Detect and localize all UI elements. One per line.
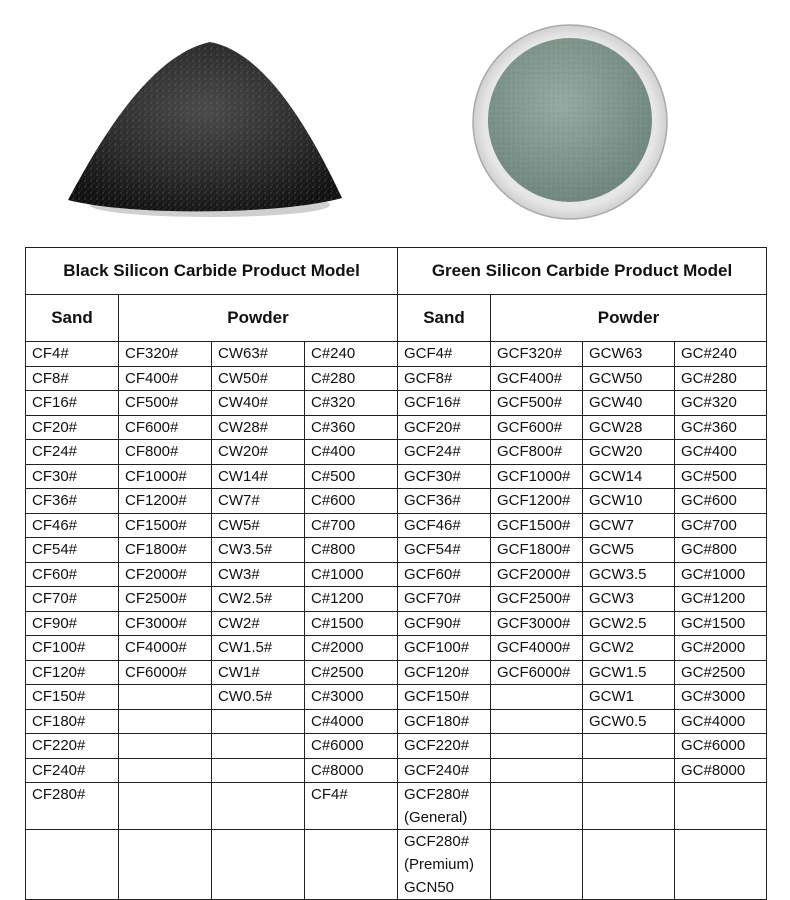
table-cell: GCF24#	[398, 440, 491, 465]
table-cell: GCW1.5	[583, 660, 675, 685]
table-row	[26, 660, 767, 685]
table-row	[26, 734, 767, 759]
table-row	[26, 391, 767, 416]
table-cell: CF100#	[26, 636, 119, 661]
table-cell: GCF70#	[398, 587, 491, 612]
table-cell	[212, 758, 305, 783]
table-cell: CF280#	[26, 783, 119, 830]
table-cell: CW20#	[212, 440, 305, 465]
table-cell	[491, 685, 583, 710]
table-cell: GC#360	[675, 415, 767, 440]
table-cell: GC#6000	[675, 734, 767, 759]
table-cell: GCF6000#	[491, 660, 583, 685]
product-model-table	[25, 247, 767, 900]
table-cell: CF3000#	[119, 611, 212, 636]
table-cell: GCF2000#	[491, 562, 583, 587]
table-cell	[398, 783, 491, 830]
cell-line: GCF280#	[404, 833, 470, 850]
table-cell	[675, 783, 767, 830]
table-cell: CF2000#	[119, 562, 212, 587]
black-powder-header: Powder	[119, 295, 398, 342]
table-cell	[26, 830, 119, 900]
table-row	[26, 489, 767, 514]
table-cell: C#2500	[305, 660, 398, 685]
table-cell: CF1200#	[119, 489, 212, 514]
table-cell: GCF8#	[398, 366, 491, 391]
table-cell	[212, 830, 305, 900]
table-cell: GC#500	[675, 464, 767, 489]
table-cell: CF70#	[26, 587, 119, 612]
table-cell: CF60#	[26, 562, 119, 587]
table-cell: CF24#	[26, 440, 119, 465]
table-cell: CW3#	[212, 562, 305, 587]
table-cell: GCF4#	[398, 342, 491, 367]
table-row	[26, 464, 767, 489]
cell-line: GCN50	[404, 879, 455, 896]
table-cell	[212, 783, 305, 830]
table-row	[26, 611, 767, 636]
table-cell: C#360	[305, 415, 398, 440]
table-cell: GCF16#	[398, 391, 491, 416]
table-cell: CF180#	[26, 709, 119, 734]
table-cell: GCF2500#	[491, 587, 583, 612]
table-row-cf280	[26, 783, 767, 830]
table-cell: CW63#	[212, 342, 305, 367]
table-cell	[491, 830, 583, 900]
table-cell: GC#1200	[675, 587, 767, 612]
table-cell: C#400	[305, 440, 398, 465]
table-cell: GC#3000	[675, 685, 767, 710]
table-cell: GCW10	[583, 489, 675, 514]
table-cell: C#800	[305, 538, 398, 563]
table-cell: GC#8000	[675, 758, 767, 783]
table-cell: GC#400	[675, 440, 767, 465]
table-cell: GCF90#	[398, 611, 491, 636]
table-cell: CW40#	[212, 391, 305, 416]
table-cell: CW14#	[212, 464, 305, 489]
table-cell: CF4000#	[119, 636, 212, 661]
table-cell	[119, 734, 212, 759]
table-cell: CF220#	[26, 734, 119, 759]
table-body	[26, 342, 767, 783]
table-cell: CW7#	[212, 489, 305, 514]
table-cell: CF20#	[26, 415, 119, 440]
green-powder-header: Powder	[491, 295, 767, 342]
table-cell: CF800#	[119, 440, 212, 465]
table-cell: CF150#	[26, 685, 119, 710]
table-cell: CF320#	[119, 342, 212, 367]
table-cell: CF500#	[119, 391, 212, 416]
table-row	[26, 342, 767, 367]
table-cell: CF16#	[26, 391, 119, 416]
table-cell: GCF100#	[398, 636, 491, 661]
table-cell	[119, 709, 212, 734]
table-cell	[119, 758, 212, 783]
table-cell: CW1#	[212, 660, 305, 685]
table-cell: GCW2	[583, 636, 675, 661]
table-cell: GCF20#	[398, 415, 491, 440]
table-cell: GCF150#	[398, 685, 491, 710]
table-cell: GCF400#	[491, 366, 583, 391]
table-cell: CW2.5#	[212, 587, 305, 612]
table-cell: CF4#	[26, 342, 119, 367]
table-cell: CW2#	[212, 611, 305, 636]
cell-line: GCF280#	[404, 786, 470, 803]
table-row	[26, 562, 767, 587]
table-cell: CW5#	[212, 513, 305, 538]
cell-line: (Premium)	[404, 856, 474, 873]
table-cell: CF6000#	[119, 660, 212, 685]
table-cell	[305, 830, 398, 900]
table-cell: GCF1800#	[491, 538, 583, 563]
table-cell: GCF30#	[398, 464, 491, 489]
table-cell: GCW20	[583, 440, 675, 465]
table-row-last	[26, 830, 767, 900]
table-cell: C#500	[305, 464, 398, 489]
table-cell: GC#600	[675, 489, 767, 514]
table-cell: GCW0.5	[583, 709, 675, 734]
table-cell: GCF500#	[491, 391, 583, 416]
table-cell: GCF36#	[398, 489, 491, 514]
table-cell: C#6000	[305, 734, 398, 759]
table-cell	[491, 734, 583, 759]
table-cell	[212, 734, 305, 759]
table-row	[26, 513, 767, 538]
table-cell: GCW50	[583, 366, 675, 391]
table-cell: GC#1000	[675, 562, 767, 587]
table-cell	[119, 685, 212, 710]
table-cell: GC#700	[675, 513, 767, 538]
table-cell: GCF240#	[398, 758, 491, 783]
table-row	[26, 587, 767, 612]
table-cell: CW28#	[212, 415, 305, 440]
table-row	[26, 415, 767, 440]
table-cell: GCW7	[583, 513, 675, 538]
table-cell: C#1000	[305, 562, 398, 587]
table-cell	[675, 830, 767, 900]
table-cell: GCF1000#	[491, 464, 583, 489]
table-row	[26, 366, 767, 391]
table-cell: CF8#	[26, 366, 119, 391]
table-cell: GC#2000	[675, 636, 767, 661]
table-cell	[583, 830, 675, 900]
table-cell: CW3.5#	[212, 538, 305, 563]
table-cell: CF600#	[119, 415, 212, 440]
green-sic-header: Green Silicon Carbide Product Model	[398, 248, 767, 295]
table-cell	[119, 783, 212, 830]
table-cell: C#700	[305, 513, 398, 538]
table-cell: CF36#	[26, 489, 119, 514]
table-cell	[491, 783, 583, 830]
table-cell: GCF1200#	[491, 489, 583, 514]
table-cell: GCF60#	[398, 562, 491, 587]
table-cell: GCW1	[583, 685, 675, 710]
table-row	[26, 758, 767, 783]
green-sand-header: Sand	[398, 295, 491, 342]
table-cell: GC#240	[675, 342, 767, 367]
table-cell: GC#4000	[675, 709, 767, 734]
table-cell: C#4000	[305, 709, 398, 734]
table-cell: C#1500	[305, 611, 398, 636]
table-cell: GCF320#	[491, 342, 583, 367]
table-cell: GCF180#	[398, 709, 491, 734]
table-cell	[491, 709, 583, 734]
table-cell: CF240#	[26, 758, 119, 783]
table-cell: C#240	[305, 342, 398, 367]
table-cell: C#8000	[305, 758, 398, 783]
table-cell: C#280	[305, 366, 398, 391]
table-cell: CF46#	[26, 513, 119, 538]
table-cell: CF4#	[305, 783, 398, 830]
table-cell: CF1000#	[119, 464, 212, 489]
table-cell: GCW3.5	[583, 562, 675, 587]
table-cell: C#320	[305, 391, 398, 416]
table-cell: CF400#	[119, 366, 212, 391]
table-cell	[491, 758, 583, 783]
table-cell: GCF3000#	[491, 611, 583, 636]
table-cell: GCW5	[583, 538, 675, 563]
table-cell: GC#800	[675, 538, 767, 563]
table-cell: GCF800#	[491, 440, 583, 465]
cell-line: (General)	[404, 809, 468, 826]
table-cell: CW0.5#	[212, 685, 305, 710]
table-cell: GCW63	[583, 342, 675, 367]
table-cell: GCF46#	[398, 513, 491, 538]
table-row	[26, 440, 767, 465]
table-cell: GC#320	[675, 391, 767, 416]
table-cell: GCW40	[583, 391, 675, 416]
table-cell: GC#280	[675, 366, 767, 391]
table-cell: CW1.5#	[212, 636, 305, 661]
green-silicon-carbide-photo	[470, 20, 670, 225]
table-cell: CF1500#	[119, 513, 212, 538]
table-cell	[119, 830, 212, 900]
table-cell: CW50#	[212, 366, 305, 391]
black-sic-header: Black Silicon Carbide Product Model	[26, 248, 398, 295]
table-cell: CF90#	[26, 611, 119, 636]
table-cell: GCF1500#	[491, 513, 583, 538]
table-cell: C#600	[305, 489, 398, 514]
table-cell: CF1800#	[119, 538, 212, 563]
table-row	[26, 685, 767, 710]
table-cell: CF30#	[26, 464, 119, 489]
table-cell	[398, 830, 491, 900]
table-cell: GCF4000#	[491, 636, 583, 661]
table-cell: GCF220#	[398, 734, 491, 759]
table-cell	[212, 709, 305, 734]
table-cell: CF2500#	[119, 587, 212, 612]
black-sand-header: Sand	[26, 295, 119, 342]
table-cell: C#3000	[305, 685, 398, 710]
table-row	[26, 538, 767, 563]
table-cell: GCW14	[583, 464, 675, 489]
table-cell: GCW2.5	[583, 611, 675, 636]
table-cell: GCW3	[583, 587, 675, 612]
table-cell	[583, 734, 675, 759]
product-photos	[0, 0, 790, 240]
table-cell: GC#1500	[675, 611, 767, 636]
table-cell	[583, 783, 675, 830]
table-cell	[583, 758, 675, 783]
table-cell: GCW28	[583, 415, 675, 440]
table-cell: GCF120#	[398, 660, 491, 685]
table-cell: GC#2500	[675, 660, 767, 685]
table-cell: C#2000	[305, 636, 398, 661]
black-silicon-carbide-photo	[60, 30, 350, 220]
table-cell: CF54#	[26, 538, 119, 563]
table-cell: GCF54#	[398, 538, 491, 563]
table-cell: CF120#	[26, 660, 119, 685]
table-cell: C#1200	[305, 587, 398, 612]
table-row	[26, 709, 767, 734]
table-cell: GCF600#	[491, 415, 583, 440]
table-row	[26, 636, 767, 661]
